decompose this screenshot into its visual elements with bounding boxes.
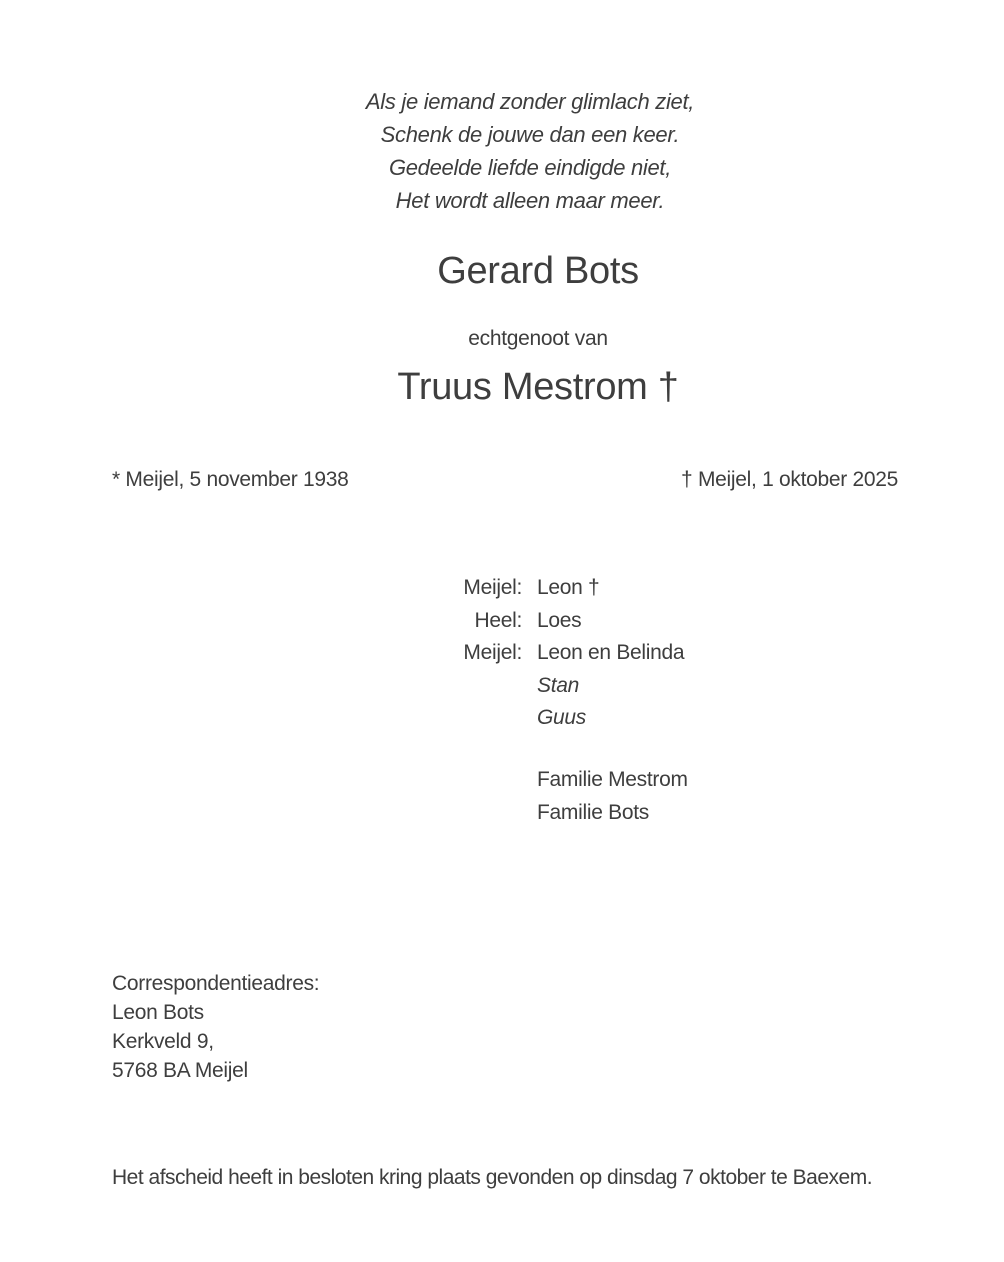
family-row [0, 572, 1004, 605]
poem-line: Schenk de jouwe dan een keer. [380, 122, 680, 147]
family-member-names: Stan [537, 673, 579, 697]
family-place: Meijel: [463, 641, 522, 664]
family-signature: Familie Bots [537, 800, 649, 824]
family-place [0, 702, 522, 735]
family-signatures [537, 764, 688, 829]
family-row [0, 637, 1004, 670]
poem-line: Het wordt alleen maar meer. [395, 188, 665, 213]
family-member-names: Leon en Belinda [537, 641, 685, 664]
correspondence-street: Kerkveld 9, [112, 1030, 214, 1053]
family-member-names: Leon † [537, 576, 600, 599]
surviving-family-list [0, 572, 1004, 735]
spouse-name: Truus Mestrom † [397, 366, 679, 408]
death-place-date: † Meijel, 1 oktober 2025 [681, 468, 898, 491]
correspondence-city: 5768 BA Meijel [112, 1059, 248, 1082]
family-row [0, 702, 1004, 735]
correspondence-name: Leon Bots [112, 1001, 204, 1024]
memorial-poem [0, 85, 1004, 217]
family-place: Heel: [474, 608, 522, 632]
poem-line: Gedeelde liefde eindigde niet, [388, 155, 672, 180]
family-row [0, 670, 1004, 703]
correspondence-label: Correspondentieadres: [112, 972, 320, 995]
family-signature: Familie Mestrom [537, 768, 688, 791]
relation-text: echtgenoot van [468, 327, 608, 350]
family-place [0, 670, 522, 703]
deceased-name: Gerard Bots [437, 250, 639, 292]
poem-line: Als je iemand zonder glimlach ziet, [365, 89, 695, 114]
family-member-names: Loes [537, 608, 582, 632]
life-dates-row [112, 467, 898, 493]
farewell-notice: Het afscheid heeft in besloten kring plaats gevonden op dinsdag 7 oktober te Baexem. [112, 1166, 873, 1189]
birth-place-date: * Meijel, 5 november 1938 [112, 468, 349, 491]
correspondence-address-block [112, 969, 319, 1085]
family-place: Meijel: [463, 576, 522, 599]
family-row [0, 605, 1004, 638]
family-member-names: Guus [537, 706, 586, 729]
